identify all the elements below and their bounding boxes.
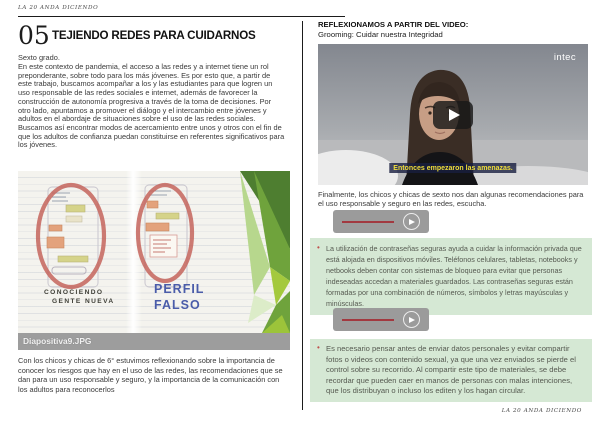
slide-filename: Diapositiva9.JPG — [23, 336, 92, 346]
recommendation-text-1: La utilización de contraseñas seguras ayuda a cuidar la información privada que está alojada en dispositivos móviles. Teléfonos celulares, tabletas, notebooks y netbooks deben contar con sistemas de bloqueo para evitar que personas indeseadas accedan a materiales guardados. Las contraseñas seguras están formadas por una combinación de números, símbolos y letras mayúsculas y minúsculas. — [326, 244, 582, 309]
column-divider — [302, 21, 303, 410]
play-icon — [409, 317, 415, 323]
slide-caption-bar — [18, 333, 290, 350]
audio-play-button-2[interactable] — [403, 311, 420, 328]
audio-player-1[interactable] — [333, 210, 429, 233]
grade-line: Sexto grado. — [18, 53, 60, 62]
page-title: TEJIENDO REDES PARA CUIDARNOS — [52, 29, 256, 42]
recommendation-block-2 — [310, 339, 592, 402]
intec-logo: intec — [553, 52, 576, 63]
recommendation-text-2: Es necesario pensar antes de enviar datos personales y evitar compartir fotos o videos con contenido sexual, ya que una vez enviados se pierde el control sobre su recorrido. Al compartir este tipo de materiales, se debe recordar que pueden caer en manos de personas con malas intenciones, que los distribuyan o incluso los editen y los hagan circular. — [326, 344, 576, 396]
video-play-button[interactable] — [433, 101, 473, 129]
audio-play-button-1[interactable] — [403, 213, 420, 230]
footer-running-title: LA 20 ANDA DICIENDO — [501, 408, 582, 414]
header-running-title: LA 20 ANDA DICIENDO — [18, 5, 99, 11]
audio-progress-2 — [342, 319, 394, 321]
header-rule — [18, 16, 345, 17]
footer — [302, 399, 590, 417]
play-icon — [409, 219, 415, 225]
audio-progress-1 — [342, 221, 394, 223]
video-title: Grooming: Cuidar nuestra Integridad — [318, 30, 443, 39]
bullet-icon: • — [317, 243, 320, 252]
drawing-label-right: PERFIL FALSO — [154, 282, 205, 312]
lesson-number: 05 — [18, 21, 50, 50]
closing-paragraph: Con los chicos y chicas de 6° estuvimos reflexionando sobre la importancia de conocer los riesgos que hay en el uso de las redes, las recomendaciones que se dan para un uso responsable y seguro, y la importancia de la comunicación con los adultos para reconocerlos — [18, 356, 283, 394]
video-section-heading: REFLEXIONAMOS A PARTIR DEL VIDEO: — [318, 20, 469, 29]
facet-decoration — [240, 171, 290, 333]
video-player[interactable] — [318, 44, 588, 185]
play-icon — [449, 109, 460, 121]
intro-paragraph: En este contexto de pandemia, el acceso a las redes y a internet tiene un rol preponderante, sobre todo para los más jóvenes. Es por esto que, a partir de este trabajo, buscamos acompañar a los y las estudiantes para que logren un uso responsable de las redes sociales e internet, además de favorecer la construcción de autonomía progresiva a través de la toma de decisiones. Por otro lado, apuntamos a promover el diálogo y el intercambio entre jóvenes y adultos en el abordaje de situaciones sobre el uso de las redes sociales. Buscamos así encontrar modos de acercamiento entre unos y otros con el fin de que los adultos de confianza puedan constituirse en referentes significativos para los jóvenes. — [18, 62, 285, 150]
slide-image — [18, 171, 290, 350]
audio-player-2[interactable] — [333, 308, 429, 331]
drawing-label-left: CONOCIENDO GENTE NUEVA — [44, 289, 115, 305]
recommendation-block-1 — [310, 238, 592, 315]
video-subtitle: Entonces empezaron las amenazas. — [389, 163, 516, 173]
listen-intro: Finalmente, los chicos y chicas de sexto nos dan algunas recomendaciones para el uso responsable y seguro en las redes, escucha. — [318, 190, 584, 209]
bullet-icon: • — [317, 343, 320, 352]
